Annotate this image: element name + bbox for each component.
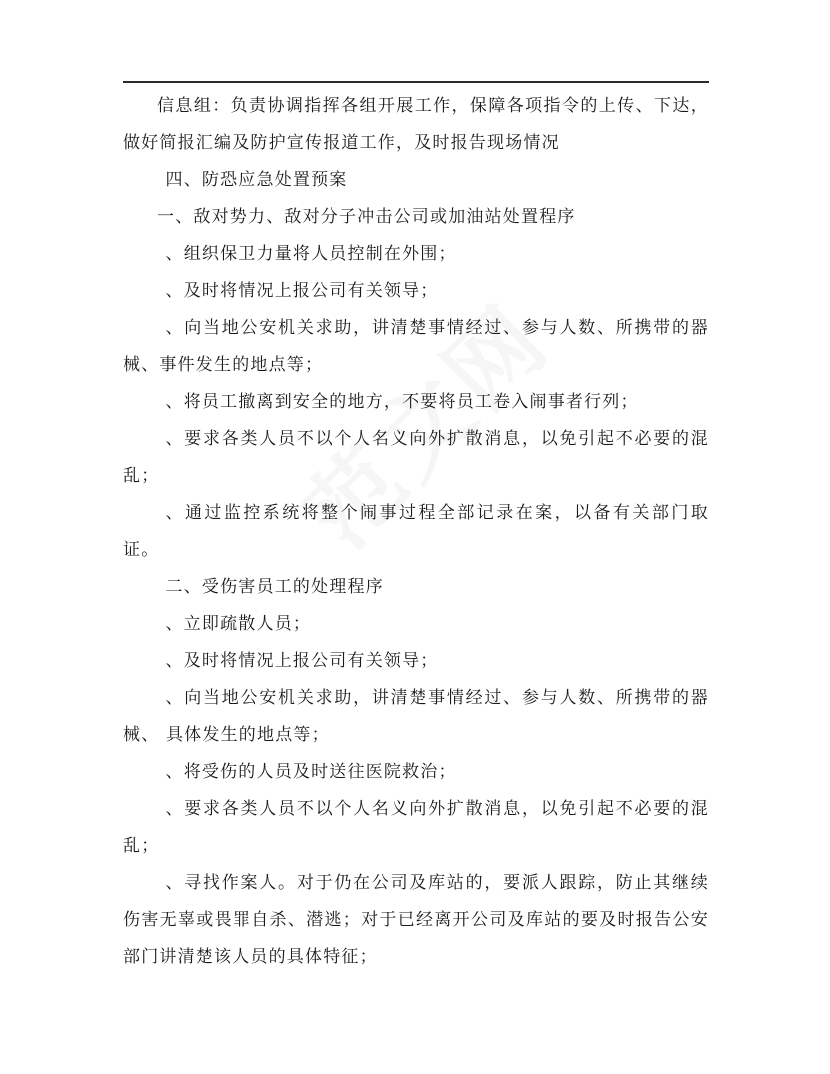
subsection-heading-2: 二、受伤害员工的处理程序 (165, 577, 384, 597)
list-item: 、立即疏散人员； (165, 614, 312, 634)
list-item: 、寻找作案人。对于仍在公司及库站的，要派人跟踪，防止其继续伤害无辜或畏罪自杀、潜逃；对于已经离开公司及库站的要及时报告公安部门讲清楚该人员的具体特征； (123, 873, 709, 967)
list-item: 、要求各类人员不以个人名义向外扩散消息，以免引起不必要的混乱； (123, 429, 709, 486)
header-rule (123, 81, 709, 83)
document-body (123, 88, 709, 976)
list-item: 、通过监控系统将整个闹事过程全部记录在案，以备有关部门取证。 (123, 503, 709, 560)
list-item: 、将受伤的人员及时送往医院救治； (165, 762, 457, 782)
list-item: 、向当地公安机关求助，讲清楚事情经过、参与人数、所携带的器械、 具体发生的地点等； (123, 688, 709, 745)
list-item: 、组织保卫力量将人员控制在外围； (165, 244, 457, 264)
list-item: 、要求各类人员不以个人名义向外扩散消息，以免引起不必要的混乱； (123, 799, 709, 856)
list-item: 、将员工撤离到安全的地方，不要将员工卷入闹事者行列； (165, 392, 639, 412)
list-item: 、向当地公安机关求助，讲清楚事情经过、参与人数、所携带的器械、事件发生的地点等； (123, 318, 709, 375)
list-item: 、及时将情况上报公司有关领导； (165, 651, 439, 671)
paragraph-info-group: 信息组：负责协调指挥各组开展工作，保障各项指令的上传、下达，做好简报汇编及防护宣传报道工作，及时报告现场情况 (123, 96, 709, 153)
section-heading-4: 四、防恐应急处置预案 (165, 170, 348, 190)
subsection-heading-1: 一、敌对势力、敌对分子冲击公司或加油站处置程序 (157, 207, 576, 227)
list-item: 、及时将情况上报公司有关领导； (165, 281, 439, 301)
